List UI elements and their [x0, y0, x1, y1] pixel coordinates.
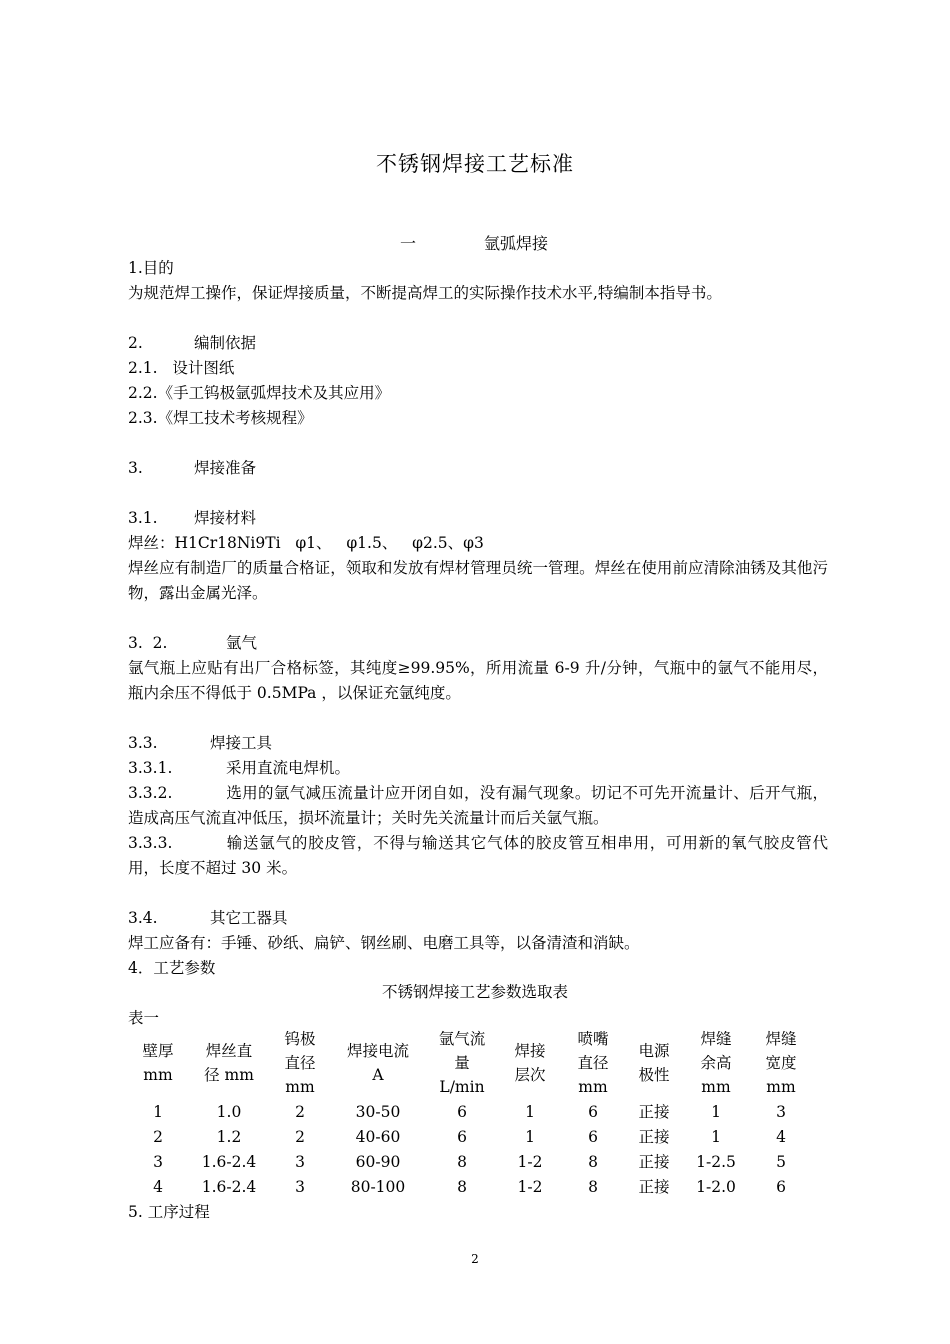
- basis-item-2: 2.2.《手工钨极氩弧焊技术及其应用》: [128, 384, 391, 402]
- heading-preparation: [128, 456, 828, 481]
- table-cell: 1: [711, 1103, 721, 1121]
- item-text: 选用的氩气减压流量计应开闭自如，没有漏气现象。切记不可先开流量计、后开气瓶，造成高压气流直冲低压，损坏流量计；关时先关流量计而后关氩气瓶。: [128, 784, 828, 827]
- table-cell: 6: [588, 1128, 598, 1146]
- column-header: 喷嘴 直径 mm: [577, 1030, 609, 1096]
- table-cell: 6: [457, 1103, 467, 1121]
- table-cell: 正接: [638, 1103, 670, 1121]
- table-header-row: [128, 1026, 814, 1100]
- table-row: [128, 1150, 814, 1175]
- heading-text: 焊接准备: [194, 459, 257, 477]
- item-number: 3.3.3.: [128, 834, 173, 852]
- column-header: 氩气流 量 L/min: [438, 1030, 486, 1096]
- heading-text: 编制依据: [194, 334, 257, 352]
- table-cell: 40-60: [355, 1128, 401, 1146]
- table-cell: 5: [776, 1153, 786, 1171]
- section-heading: [400, 231, 548, 254]
- section-label: 氩弧焊接: [484, 234, 549, 253]
- table-row: [128, 1125, 814, 1150]
- basis-item-1: 2.1. 设计图纸: [128, 359, 235, 377]
- table-cell: 6: [457, 1128, 467, 1146]
- process-heading: 5. 工序过程: [128, 1203, 210, 1221]
- tools-item-3: [128, 831, 828, 881]
- section-number: 一: [400, 234, 417, 253]
- basis-item-3: 2.3.《焊工技术考核规程》: [128, 409, 313, 427]
- table-cell: 3: [295, 1178, 305, 1196]
- item-number: 3.3.1.: [128, 759, 173, 777]
- table-cell: 1-2.0: [696, 1178, 736, 1196]
- table-cell: 6: [776, 1178, 786, 1196]
- table-row: [128, 1100, 814, 1125]
- paragraph-wire: 焊丝应有制造厂的质量合格证，领取和发放有焊材管理员统一管理。焊丝在使用前应清除油锈及其他污物，露出金属光泽。: [128, 559, 828, 602]
- table-cell: 1.6-2.4: [201, 1153, 257, 1171]
- table-cell: 60-90: [355, 1153, 401, 1171]
- column-header: 壁厚 mm: [142, 1042, 174, 1084]
- heading-purpose: 1.目的: [128, 259, 174, 277]
- table-cell: 1: [525, 1103, 535, 1121]
- table-cell: 1-2.5: [696, 1153, 736, 1171]
- heading-number: 3.4.: [128, 909, 158, 927]
- table-cell: 正接: [638, 1178, 670, 1196]
- table-cell: 8: [588, 1178, 598, 1196]
- document-title: 不锈钢焊接工艺标准: [376, 152, 574, 176]
- paragraph-other-tools: 焊工应备有：手锤、砂纸、扁铲、钢丝刷、电磨工具等，以备清渣和消缺。: [128, 934, 640, 952]
- heading-materials: [128, 506, 828, 531]
- paragraph-purpose: 为规范焊工操作，保证焊接质量，不断提高焊工的实际操作技术水平,特编制本指导书。: [128, 284, 722, 302]
- item-text: 采用直流电焊机。: [226, 759, 351, 777]
- table-title: 不锈钢焊接工艺参数选取表: [381, 983, 568, 1001]
- table-cell: 4: [776, 1128, 786, 1146]
- heading-text: 焊接材料: [194, 509, 257, 527]
- table-cell: 1-2: [517, 1178, 543, 1196]
- column-header: 焊接电流 A: [346, 1042, 409, 1084]
- table-cell: 2: [295, 1128, 305, 1146]
- heading-parameters: 4．工艺参数: [128, 959, 216, 977]
- heading-number: 3.1.: [128, 509, 158, 527]
- heading-text: 其它工器具: [210, 909, 288, 927]
- page-number: 2: [471, 1252, 479, 1266]
- heading-text: 氩气: [226, 634, 258, 652]
- heading-tools: [128, 731, 828, 756]
- heading-argon: [128, 631, 828, 656]
- table-cell: 1.2: [216, 1128, 242, 1146]
- table-cell: 3: [295, 1153, 305, 1171]
- table-label: 表一: [128, 1009, 160, 1027]
- heading-number: 2.: [128, 334, 143, 352]
- document-body: [128, 256, 828, 1031]
- table-cell: 1.0: [216, 1103, 242, 1121]
- item-text: 输送氩气的胶皮管，不得与输送其它气体的胶皮管互相串用，可用新的氧气胶皮管代用，长度不超过 30 米。: [128, 834, 828, 877]
- column-header: 焊丝直 径 mm: [204, 1042, 254, 1084]
- heading-number: 3.: [128, 459, 143, 477]
- table-cell: 1.6-2.4: [201, 1178, 257, 1196]
- table-cell: 30-50: [355, 1103, 401, 1121]
- column-header: 钨极 直径 mm: [284, 1030, 316, 1096]
- table-row: [128, 1175, 814, 1200]
- tools-item-2: [128, 781, 828, 831]
- table-cell: 1: [525, 1128, 535, 1146]
- table-cell: 1-2: [517, 1153, 543, 1171]
- column-header: 电源 极性: [638, 1042, 670, 1084]
- table-followup-row: [128, 1200, 814, 1225]
- table-cell: 2: [153, 1128, 163, 1146]
- table-cell: 2: [295, 1103, 305, 1121]
- table-cell: 1: [711, 1128, 721, 1146]
- table-cell: 1: [153, 1103, 163, 1121]
- heading-text: 焊接工具: [210, 734, 273, 752]
- table-cell: 正接: [638, 1128, 670, 1146]
- table-cell: 80-100: [350, 1178, 406, 1196]
- table-cell: 正接: [638, 1153, 670, 1171]
- table-cell: 3: [153, 1153, 163, 1171]
- table-cell: 3: [776, 1103, 786, 1121]
- table-cell: 4: [153, 1178, 163, 1196]
- column-header: 焊缝 余高 mm: [700, 1030, 732, 1096]
- column-header: 焊缝 宽度 mm: [765, 1030, 797, 1096]
- tools-item-1: [128, 756, 828, 781]
- column-header: 焊接 层次: [514, 1042, 546, 1084]
- parameters-table: [128, 1026, 814, 1225]
- table-cell: 8: [457, 1178, 467, 1196]
- wire-spec: 焊丝：H1Cr18Ni9Ti φ1、 φ1.5、 φ2.5、φ3: [128, 534, 484, 552]
- table-cell: 8: [457, 1153, 467, 1171]
- table-cell: 6: [588, 1103, 598, 1121]
- heading-basis: [128, 331, 828, 356]
- heading-number: 3. 2.: [128, 634, 168, 652]
- heading-number: 3.3.: [128, 734, 158, 752]
- heading-other-tools: [128, 906, 828, 931]
- table-cell: 8: [588, 1153, 598, 1171]
- paragraph-argon: 氩气瓶上应贴有出厂合格标签，其纯度≥99.95%，所用流量 6-9 升/分钟，气瓶中的氩气不能用尽，瓶内余压不得低于 0.5MPa ，以保证充氩纯度。: [128, 659, 828, 702]
- item-number: 3.3.2.: [128, 784, 173, 802]
